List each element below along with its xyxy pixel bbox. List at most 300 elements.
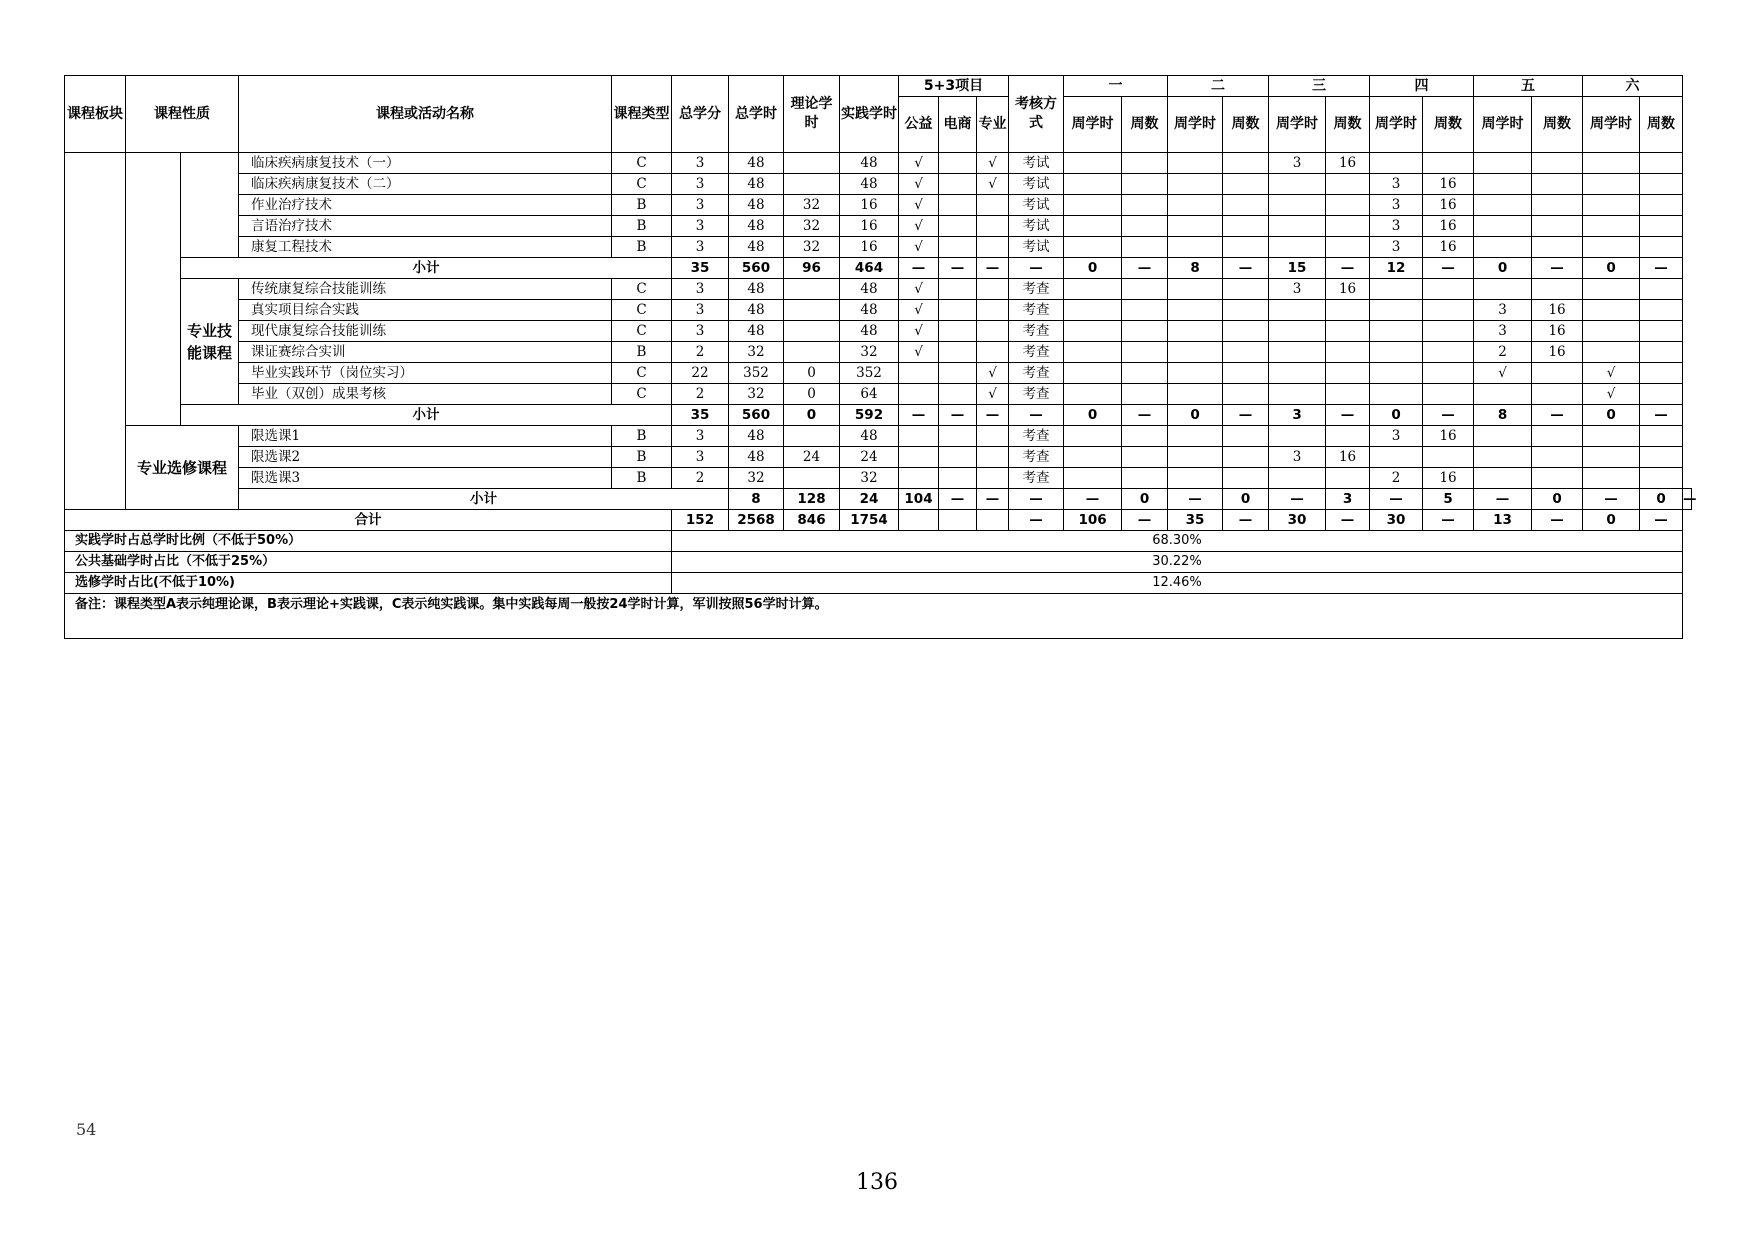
- course-row: [65, 426, 1692, 447]
- course-type: B: [612, 216, 672, 237]
- semester-weeks: [1122, 447, 1168, 468]
- course-type: C: [612, 321, 672, 342]
- project-gongyi-mark: √: [899, 195, 939, 216]
- semester-weeks: [1326, 195, 1370, 216]
- course-type: B: [612, 342, 672, 363]
- subtotal-weeks: —: [1640, 405, 1683, 426]
- subtotal-weekly-hours: 0: [1122, 489, 1168, 510]
- subtotal-dianshang: —: [939, 405, 977, 426]
- project-gongyi-mark: √: [899, 321, 939, 342]
- course-hours: 32: [729, 384, 784, 405]
- course-credits: 3: [672, 195, 729, 216]
- semester-weekly-hours: 3: [1370, 216, 1423, 237]
- subtotal-weekly-hours: 8: [1168, 258, 1223, 279]
- subtotal-gongyi: —: [899, 258, 939, 279]
- course-name: 康复工程技术: [239, 237, 612, 258]
- course-hours: 48: [729, 174, 784, 195]
- semester-weekly-hours: [1474, 153, 1532, 174]
- semester-weeks: 16: [1326, 153, 1370, 174]
- total-weekly-hours: 35: [1168, 510, 1223, 531]
- header-weekly-hours: 周学时: [1168, 97, 1223, 153]
- header-weekly-hours: 周学时: [1474, 97, 1532, 153]
- course-theory-hours: 32: [784, 216, 840, 237]
- semester-weeks: [1640, 174, 1683, 195]
- course-practice-hours: 48: [840, 426, 899, 447]
- semester-weeks: [1223, 237, 1269, 258]
- course-exam-method: 考查: [1009, 363, 1064, 384]
- group-label-skill-courses: 专业技能课程: [181, 279, 239, 405]
- semester-weekly-hours: [1269, 342, 1326, 363]
- course-name: 现代康复综合技能训练: [239, 321, 612, 342]
- course-practice-hours: 48: [840, 321, 899, 342]
- semester-weekly-hours: [1064, 447, 1122, 468]
- subtotal-dianshang: —: [977, 489, 1009, 510]
- semester-weeks: [1423, 342, 1474, 363]
- semester-weeks: 16: [1423, 195, 1474, 216]
- course-practice-hours: 48: [840, 279, 899, 300]
- subtotal-row: [65, 258, 1692, 279]
- curriculum-table-body: [65, 153, 1697, 639]
- semester-weekly-hours: 2: [1474, 342, 1532, 363]
- course-theory-hours: [784, 321, 840, 342]
- subtotal-exam: —: [1009, 258, 1064, 279]
- header-theory: 理论学时: [784, 76, 840, 153]
- semester-weeks: 16: [1532, 342, 1583, 363]
- semester-weekly-hours: 3: [1474, 321, 1532, 342]
- header-weekly-hours: 周学时: [1583, 97, 1640, 153]
- subtotal-weekly-hours: 12: [1370, 258, 1423, 279]
- total-zhuanye: [977, 510, 1009, 531]
- subtotal-weeks: —: [1474, 489, 1532, 510]
- course-name: 毕业（双创）成果考核: [239, 384, 612, 405]
- project-dianshang-mark: [939, 216, 977, 237]
- header-sem2: 二: [1168, 76, 1269, 97]
- semester-weeks: [1223, 426, 1269, 447]
- header-project: 5+3项目: [899, 76, 1009, 97]
- curriculum-table: [64, 75, 1697, 639]
- semester-weeks: [1326, 174, 1370, 195]
- semester-weeks: [1122, 153, 1168, 174]
- semester-weeks: [1532, 447, 1583, 468]
- semester-weekly-hours: [1583, 468, 1640, 489]
- subtotal-credits: 35: [672, 258, 729, 279]
- course-row: [65, 468, 1692, 489]
- semester-weeks: [1532, 195, 1583, 216]
- semester-weekly-hours: [1168, 237, 1223, 258]
- project-gongyi-mark: [899, 447, 939, 468]
- semester-weeks: [1223, 447, 1269, 468]
- course-theory-hours: 0: [784, 363, 840, 384]
- semester-weeks: [1640, 468, 1683, 489]
- project-zhuanye-mark: [977, 468, 1009, 489]
- semester-weekly-hours: [1269, 384, 1326, 405]
- semester-weekly-hours: [1474, 468, 1532, 489]
- semester-weekly-hours: [1370, 384, 1423, 405]
- subtotal-zhuanye: —: [977, 405, 1009, 426]
- semester-weeks: [1532, 279, 1583, 300]
- subtotal-weekly-hours: 0: [1370, 405, 1423, 426]
- course-exam-method: 考试: [1009, 195, 1064, 216]
- semester-weeks: [1122, 237, 1168, 258]
- curriculum-table-container: [64, 75, 1697, 639]
- semester-weeks: [1640, 321, 1683, 342]
- course-hours: 48: [729, 195, 784, 216]
- semester-weeks: [1532, 384, 1583, 405]
- semester-weekly-hours: [1168, 300, 1223, 321]
- total-exam: —: [1009, 510, 1064, 531]
- semester-weekly-hours: √: [1474, 363, 1532, 384]
- semester-weekly-hours: √: [1583, 363, 1640, 384]
- total-weeks: —: [1223, 510, 1269, 531]
- project-dianshang-mark: [939, 447, 977, 468]
- course-hours: 32: [729, 342, 784, 363]
- semester-weeks: [1122, 216, 1168, 237]
- semester-weekly-hours: 2: [1370, 468, 1423, 489]
- subtotal-hours: 128: [784, 489, 840, 510]
- semester-weeks: [1532, 174, 1583, 195]
- course-credits: 3: [672, 237, 729, 258]
- semester-weeks: [1423, 384, 1474, 405]
- ratio-value: 30.22%: [672, 552, 1683, 573]
- subtotal-weeks: —: [1326, 405, 1370, 426]
- semester-weekly-hours: [1370, 300, 1423, 321]
- semester-weekly-hours: [1064, 321, 1122, 342]
- semester-weeks: [1122, 300, 1168, 321]
- remarks-note: 备注：课程类型A表示纯理论课，B表示理论+实践课，C表示纯实践课。集中实践每周一般按24学时计算，军训按照56学时计算。: [65, 594, 1683, 639]
- header-zhuanye: 专业: [977, 97, 1009, 153]
- course-row: [65, 321, 1692, 342]
- subtotal-weeks: —: [1122, 258, 1168, 279]
- total-weeks: —: [1532, 510, 1583, 531]
- semester-weeks: [1532, 216, 1583, 237]
- semester-weekly-hours: [1474, 174, 1532, 195]
- total-weekly-hours: 13: [1474, 510, 1532, 531]
- course-row: [65, 237, 1692, 258]
- project-dianshang-mark: [939, 237, 977, 258]
- semester-weekly-hours: [1064, 342, 1122, 363]
- subtotal-weekly-hours: 0: [1583, 258, 1640, 279]
- project-gongyi-mark: √: [899, 237, 939, 258]
- project-dianshang-mark: [939, 174, 977, 195]
- course-hours: 48: [729, 237, 784, 258]
- course-exam-method: 考查: [1009, 342, 1064, 363]
- semester-weeks: [1532, 153, 1583, 174]
- semester-weekly-hours: [1168, 174, 1223, 195]
- semester-weeks: [1423, 279, 1474, 300]
- header-weeks: 周数: [1223, 97, 1269, 153]
- subtotal-label: 小计: [239, 489, 729, 510]
- semester-weekly-hours: [1064, 195, 1122, 216]
- course-row: [65, 153, 1692, 174]
- project-gongyi-mark: [899, 468, 939, 489]
- semester-weeks: [1532, 426, 1583, 447]
- semester-weekly-hours: [1064, 216, 1122, 237]
- semester-weeks: [1640, 279, 1683, 300]
- semester-weeks: [1326, 468, 1370, 489]
- subtotal-label: 小计: [181, 258, 672, 279]
- project-dianshang-mark: [939, 468, 977, 489]
- semester-weekly-hours: [1064, 426, 1122, 447]
- course-hours: 48: [729, 321, 784, 342]
- course-type: C: [612, 300, 672, 321]
- header-credits: 总学分: [672, 76, 729, 153]
- semester-weekly-hours: [1583, 195, 1640, 216]
- course-credits: 22: [672, 363, 729, 384]
- subtotal-weeks: —: [1370, 489, 1423, 510]
- course-type: C: [612, 174, 672, 195]
- header-exam: 考核方式: [1009, 76, 1064, 153]
- total-weekly-hours: 0: [1583, 510, 1640, 531]
- total-row: [65, 510, 1692, 531]
- course-theory-hours: [784, 174, 840, 195]
- course-hours: 48: [729, 426, 784, 447]
- course-row: [65, 195, 1692, 216]
- project-zhuanye-mark: [977, 300, 1009, 321]
- course-theory-hours: [784, 300, 840, 321]
- semester-weeks: [1223, 342, 1269, 363]
- semester-weekly-hours: [1583, 216, 1640, 237]
- subtotal-weekly-hours: 8: [1474, 405, 1532, 426]
- semester-weeks: [1223, 468, 1269, 489]
- project-zhuanye-mark: [977, 426, 1009, 447]
- semester-weeks: [1122, 426, 1168, 447]
- semester-weekly-hours: [1064, 384, 1122, 405]
- subtotal-hours: 560: [729, 405, 784, 426]
- semester-weeks: [1223, 195, 1269, 216]
- header-weeks: 周数: [1326, 97, 1370, 153]
- project-zhuanye-mark: [977, 321, 1009, 342]
- semester-weekly-hours: [1168, 342, 1223, 363]
- course-type: B: [612, 426, 672, 447]
- subtotal-exam: —: [1064, 489, 1122, 510]
- subtotal-weekly-hours: 3: [1326, 489, 1370, 510]
- subtotal-weeks: —: [1640, 258, 1683, 279]
- project-dianshang-mark: [939, 153, 977, 174]
- semester-weeks: [1223, 300, 1269, 321]
- subtotal-zhuanye: —: [1009, 489, 1064, 510]
- ratio-row: [65, 531, 1692, 552]
- course-hours: 48: [729, 153, 784, 174]
- semester-weeks: [1640, 153, 1683, 174]
- semester-weekly-hours: [1474, 426, 1532, 447]
- subtotal-weeks: —: [1223, 258, 1269, 279]
- semester-weekly-hours: [1168, 321, 1223, 342]
- semester-weeks: 16: [1423, 468, 1474, 489]
- semester-weekly-hours: [1370, 342, 1423, 363]
- project-zhuanye-mark: [977, 342, 1009, 363]
- subtotal-theory-hours: 96: [784, 258, 840, 279]
- project-zhuanye-mark: [977, 279, 1009, 300]
- semester-weeks: [1640, 216, 1683, 237]
- course-hours: 48: [729, 216, 784, 237]
- course-name: 临床疾病康复技术（一）: [239, 153, 612, 174]
- course-credits: 2: [672, 384, 729, 405]
- project-dianshang-mark: [939, 321, 977, 342]
- semester-weeks: [1223, 321, 1269, 342]
- semester-weekly-hours: [1583, 426, 1640, 447]
- semester-weekly-hours: [1474, 447, 1532, 468]
- course-credits: 3: [672, 426, 729, 447]
- semester-weekly-hours: [1269, 300, 1326, 321]
- project-gongyi-mark: √: [899, 174, 939, 195]
- subtotal-exam: —: [1009, 405, 1064, 426]
- semester-weeks: [1423, 447, 1474, 468]
- course-practice-hours: 48: [840, 153, 899, 174]
- subtotal-weekly-hours: 3: [1269, 405, 1326, 426]
- project-gongyi-mark: √: [899, 216, 939, 237]
- semester-weekly-hours: [1168, 216, 1223, 237]
- total-theory-hours: 846: [784, 510, 840, 531]
- note-row: [65, 594, 1692, 639]
- course-credits: 2: [672, 342, 729, 363]
- course-row: [65, 300, 1692, 321]
- header-sem1: 一: [1064, 76, 1168, 97]
- course-practice-hours: 32: [840, 342, 899, 363]
- header-gongyi: 公益: [899, 97, 939, 153]
- semester-weekly-hours: [1583, 447, 1640, 468]
- page-number: 136: [856, 1170, 898, 1195]
- course-name: 传统康复综合技能训练: [239, 279, 612, 300]
- semester-weekly-hours: [1474, 237, 1532, 258]
- semester-weeks: [1223, 216, 1269, 237]
- course-practice-hours: 32: [840, 468, 899, 489]
- course-credits: 3: [672, 300, 729, 321]
- semester-weekly-hours: [1583, 279, 1640, 300]
- semester-weekly-hours: [1064, 279, 1122, 300]
- subtotal-row: [65, 405, 1692, 426]
- subtotal-weekly-hours: 0: [1640, 489, 1683, 510]
- ratio-value: 68.30%: [672, 531, 1683, 552]
- semester-weekly-hours: [1269, 174, 1326, 195]
- total-gongyi: [899, 510, 939, 531]
- semester-weekly-hours: [1269, 321, 1326, 342]
- semester-weekly-hours: [1583, 342, 1640, 363]
- semester-weekly-hours: [1370, 279, 1423, 300]
- subtotal-weeks: —: [1683, 489, 1692, 510]
- header-sem6: 六: [1583, 76, 1683, 97]
- course-exam-method: 考查: [1009, 300, 1064, 321]
- semester-weekly-hours: [1269, 216, 1326, 237]
- semester-weekly-hours: [1064, 174, 1122, 195]
- course-credits: 3: [672, 153, 729, 174]
- subtotal-hours: 560: [729, 258, 784, 279]
- semester-weeks: 16: [1423, 237, 1474, 258]
- project-zhuanye-mark: √: [977, 384, 1009, 405]
- course-credits: 3: [672, 447, 729, 468]
- subtotal-weeks: —: [1122, 405, 1168, 426]
- header-weeks: 周数: [1122, 97, 1168, 153]
- course-row: [65, 363, 1692, 384]
- course-row: [65, 342, 1692, 363]
- semester-weeks: 16: [1532, 321, 1583, 342]
- course-row: [65, 279, 1692, 300]
- header-weekly-hours: 周学时: [1269, 97, 1326, 153]
- semester-weeks: [1122, 195, 1168, 216]
- semester-weekly-hours: 3: [1370, 426, 1423, 447]
- semester-weekly-hours: [1583, 300, 1640, 321]
- course-name: 课证赛综合实训: [239, 342, 612, 363]
- subtotal-weekly-hours: 0: [1583, 405, 1640, 426]
- project-dianshang-mark: [939, 300, 977, 321]
- header-nature: 课程性质: [126, 76, 239, 153]
- header-name: 课程或活动名称: [239, 76, 612, 153]
- course-exam-method: 考试: [1009, 174, 1064, 195]
- ratio-row: [65, 573, 1692, 594]
- subtotal-weeks: —: [1583, 489, 1640, 510]
- course-hours: 48: [729, 300, 784, 321]
- course-practice-hours: 16: [840, 216, 899, 237]
- total-practice-hours: 1754: [840, 510, 899, 531]
- semester-weeks: [1122, 174, 1168, 195]
- total-credits: 152: [672, 510, 729, 531]
- subtotal-label: 小计: [181, 405, 672, 426]
- semester-weeks: [1640, 447, 1683, 468]
- project-dianshang-mark: [939, 342, 977, 363]
- semester-weeks: [1423, 321, 1474, 342]
- project-gongyi-mark: [899, 363, 939, 384]
- course-practice-hours: 64: [840, 384, 899, 405]
- project-zhuanye-mark: √: [977, 363, 1009, 384]
- course-theory-hours: [784, 342, 840, 363]
- semester-weeks: [1423, 300, 1474, 321]
- total-weeks: —: [1640, 510, 1683, 531]
- semester-weekly-hours: [1583, 153, 1640, 174]
- course-type: C: [612, 363, 672, 384]
- semester-weeks: 16: [1532, 300, 1583, 321]
- ratio-row: [65, 552, 1692, 573]
- course-name: 限选课3: [239, 468, 612, 489]
- subtotal-theory-hours: 0: [784, 405, 840, 426]
- semester-weekly-hours: [1168, 195, 1223, 216]
- semester-weeks: [1223, 384, 1269, 405]
- total-weekly-hours: 30: [1269, 510, 1326, 531]
- course-type: B: [612, 468, 672, 489]
- course-name: 临床疾病康复技术（二）: [239, 174, 612, 195]
- semester-weeks: [1640, 195, 1683, 216]
- semester-weeks: 16: [1423, 174, 1474, 195]
- semester-weeks: [1640, 426, 1683, 447]
- subtotal-weeks: —: [1269, 489, 1326, 510]
- course-type: B: [612, 447, 672, 468]
- course-block-cell: [65, 153, 126, 510]
- semester-weekly-hours: [1064, 300, 1122, 321]
- semester-weekly-hours: [1583, 237, 1640, 258]
- semester-weekly-hours: [1269, 468, 1326, 489]
- project-gongyi-mark: √: [899, 279, 939, 300]
- semester-weeks: [1326, 342, 1370, 363]
- header-sem4: 四: [1370, 76, 1474, 97]
- project-dianshang-mark: [939, 363, 977, 384]
- course-row: [65, 447, 1692, 468]
- header-weeks: 周数: [1423, 97, 1474, 153]
- project-zhuanye-mark: √: [977, 153, 1009, 174]
- project-gongyi-mark: √: [899, 342, 939, 363]
- semester-weeks: [1326, 426, 1370, 447]
- subtotal-gongyi: —: [939, 489, 977, 510]
- semester-weekly-hours: [1474, 216, 1532, 237]
- course-row: [65, 384, 1692, 405]
- course-name: 真实项目综合实践: [239, 300, 612, 321]
- course-row: [65, 174, 1692, 195]
- project-zhuanye-mark: [977, 237, 1009, 258]
- project-zhuanye-mark: √: [977, 174, 1009, 195]
- subtotal-weeks: —: [1532, 258, 1583, 279]
- semester-weeks: [1532, 237, 1583, 258]
- semester-weeks: [1423, 153, 1474, 174]
- ratio-label: 实践学时占总学时比例（不低于50%）: [65, 531, 672, 552]
- course-name: 作业治疗技术: [239, 195, 612, 216]
- semester-weeks: [1223, 174, 1269, 195]
